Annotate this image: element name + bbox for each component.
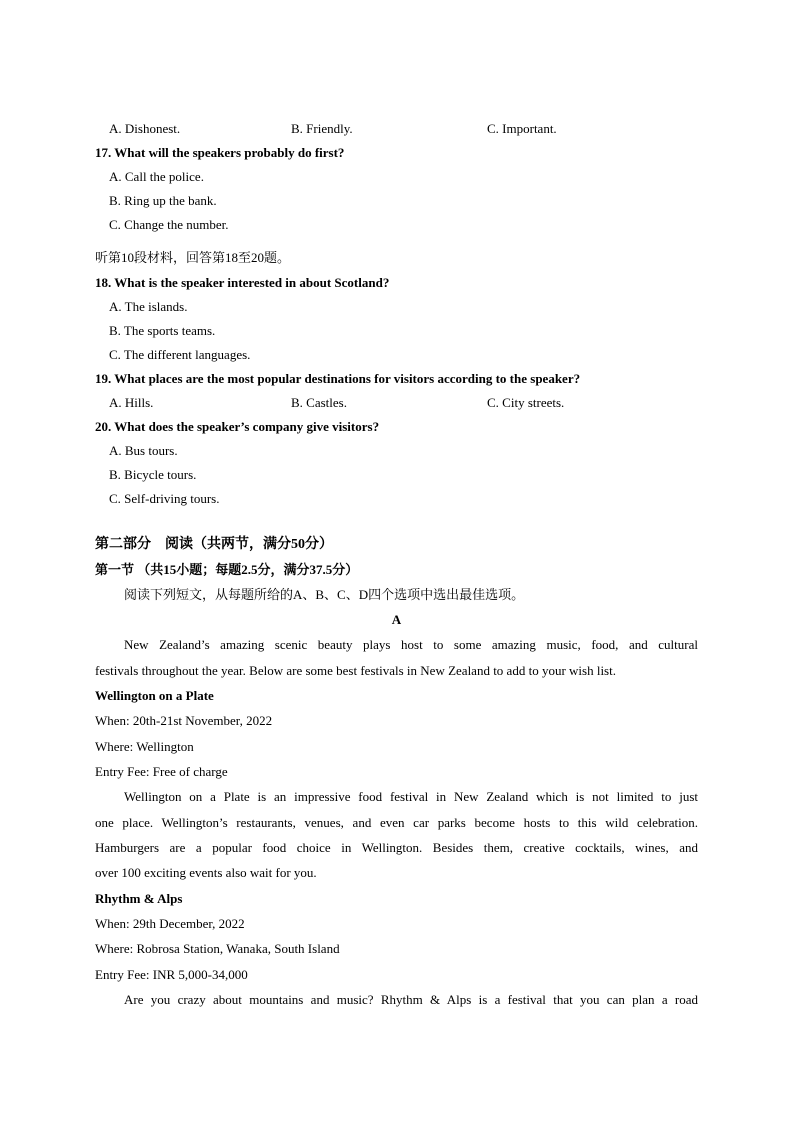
q18-stem: 18. What is the speaker interested in about Scotland? bbox=[95, 275, 390, 290]
q16-option-c: C. Important. bbox=[487, 121, 557, 136]
festival-1-when: When: 20th-21st November, 2022 bbox=[95, 713, 273, 728]
festival-1-where: Where: Wellington bbox=[95, 739, 194, 754]
q16-option-a: A. Dishonest. bbox=[109, 121, 181, 136]
q20-option-c: C. Self-driving tours. bbox=[109, 491, 220, 506]
q17-stem: 17. What will the speakers probably do first? bbox=[95, 145, 345, 160]
festival-1-para-line-4: over 100 exciting events also wait for you. bbox=[95, 865, 317, 880]
festival-1-fee: Entry Fee: Free of charge bbox=[95, 764, 228, 779]
festival-1-name: Wellington on a Plate bbox=[95, 688, 214, 703]
q17-option-c: C. Change the number. bbox=[109, 217, 229, 232]
passage-label: A bbox=[391, 612, 402, 627]
q16-option-b: B. Friendly. bbox=[291, 121, 353, 136]
part2-title: 第二部分 阅读（共两节，满分50分） bbox=[95, 537, 333, 552]
passage-intro-line-2: festivals throughout the year. Below are some best festivals in New Zealand to add to your wish list. bbox=[95, 663, 616, 678]
q18-option-a: A. The islands. bbox=[109, 299, 188, 314]
q18-option-c: C. The different languages. bbox=[109, 347, 251, 362]
q17-option-b: B. Ring up the bank. bbox=[109, 193, 217, 208]
q19-option-c: C. City streets. bbox=[487, 395, 565, 410]
festival-2-where: Where: Robrosa Station, Wanaka, South Island bbox=[95, 941, 340, 956]
passage-intro-line-1: New Zealand’s amazing scenic beauty plays host to some amazing music, food, and cultural bbox=[124, 637, 698, 652]
q19-option-a: A. Hills. bbox=[109, 395, 154, 410]
reading-instruction: 阅读下列短文，从每题所给的A、B、C、D四个选项中选出最佳选项。 bbox=[124, 587, 525, 602]
q18-option-b: B. The sports teams. bbox=[109, 323, 216, 338]
material-10-instruction: 听第10段材料，回答第18至20题。 bbox=[95, 250, 291, 265]
q19-option-b: B. Castles. bbox=[291, 395, 347, 410]
q20-stem: 20. What does the speaker’s company give visitors? bbox=[95, 419, 380, 434]
festival-1-para-line-1: Wellington on a Plate is an impressive food festival in New Zealand which is not limited to just bbox=[124, 789, 698, 804]
festival-1-para-line-3: Hamburgers are a popular food choice in Wellington. Besides them, creative cocktails, wines, and bbox=[95, 840, 698, 855]
q20-option-b: B. Bicycle tours. bbox=[109, 467, 197, 482]
festival-1-para-line-2: one place. Wellington’s restaurants, venues, and even car parks become hosts to this wild celebration. bbox=[95, 815, 698, 830]
festival-2-para-line-1: Are you crazy about mountains and music? Rhythm & Alps is a festival that you can plan a road bbox=[124, 992, 698, 1007]
festival-2-fee: Entry Fee: INR 5,000-34,000 bbox=[95, 967, 248, 982]
festival-2-name: Rhythm & Alps bbox=[95, 891, 183, 906]
q17-option-a: A. Call the police. bbox=[109, 169, 204, 184]
q19-stem: 19. What places are the most popular destinations for visitors according to the speaker? bbox=[95, 371, 581, 386]
section1-title: 第一节 （共15小题；每题2.5分，满分37.5分） bbox=[95, 562, 359, 577]
q20-option-a: A. Bus tours. bbox=[109, 443, 178, 458]
festival-2-when: When: 29th December, 2022 bbox=[95, 916, 245, 931]
